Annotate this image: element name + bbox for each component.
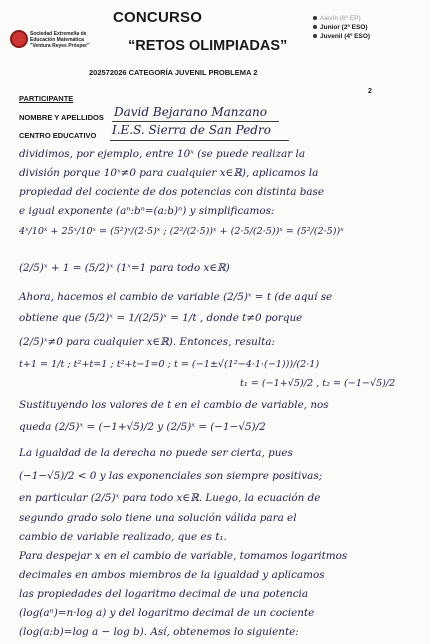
category-line: 202572026 CATEGORÍA JUVENIL PROBLEMA 2 — [89, 68, 258, 77]
solution-line: queda (2/5)ˣ = (−1+√5)/2 y (2/5)ˣ = (−1−√5)/2 — [19, 421, 266, 433]
contest-title: CONCURSO — [113, 9, 203, 26]
participant-label: PARTICIPANTE — [19, 94, 74, 103]
solution-line: (−1−√5)/2 < 0 y las exponenciales son siempre positivas; — [19, 470, 323, 482]
society-name — [30, 31, 90, 49]
name-label: NOMBRE Y APELLIDOS — [19, 113, 104, 122]
school-value: I.E.S. Sierra de San Pedro — [112, 123, 271, 137]
solution-line: las propiedades del logaritmo decimal de una potencia — [19, 588, 309, 600]
bullet-icon — [313, 16, 317, 20]
solution-line: (log(aⁿ)=n·log a) y del logaritmo decimal de un cociente — [19, 607, 315, 619]
solution-line: Para despejar x en el cambio de variable, tomamos logaritmos — [19, 550, 348, 562]
solution-line: dividimos, por ejemplo, entre 10ˣ (se puede realizar la — [19, 148, 306, 160]
contest-subtitle: “RETOS OLIMPIADAS” — [128, 38, 288, 54]
bullet-icon — [313, 34, 317, 38]
solution-line: Ahora, hacemos el cambio de variable (2/5)ˣ = t (de aquí se — [19, 291, 333, 303]
society-name-line: Sociedad Extremeña de — [30, 31, 87, 37]
solution-line: t₁ = (−1+√5)/2 , t₂ = (−1−√5)/2 — [240, 378, 396, 389]
solution-line: La igualdad de la derecha no puede ser cierta, pues — [19, 447, 293, 459]
level-item: Junior (2º ESO) — [313, 23, 370, 32]
solution-line: e igual exponente (aⁿ:bⁿ=(a:b)ⁿ) y simplificamos: — [19, 205, 275, 217]
solution-line: decimales en ambos miembros de la igualdad y aplicamos — [19, 569, 325, 581]
society-logo — [10, 30, 28, 48]
solution-line: en particular (2/5)ˣ para todo x∈ℝ. Luego, la ecuación de — [19, 492, 321, 504]
solution-line: (log(a:b)=log a − log b). Así, obtenemos lo siguiente: — [19, 626, 299, 638]
solution-line: 4ˣ/10ˣ + 25ˣ/10ˣ = (5²)ˣ/(2·5)ˣ ; (2²/(2·5))ˣ + (2·5/(2·5))ˣ = (5²/(2·5))ˣ — [19, 226, 344, 237]
school-underline — [110, 140, 289, 141]
solution-line: (2/5)ˣ≠0 para cualquier x∈ℝ). Entonces, resulta: — [19, 336, 276, 348]
level-item: Juvenil (4º ESO) — [313, 32, 370, 41]
problem-number: 2 — [368, 88, 372, 95]
society-name-line: "Ventura Reyes Prósper" — [30, 43, 90, 49]
solution-line: división porque 10ˣ≠0 para cualquier x∈ℝ), aplicamos la — [19, 167, 319, 179]
solution-line: propiedad del cociente de dos potencias con distinta base — [19, 186, 325, 198]
solution-line: (2/5)ˣ + 1 = (5/2)ˣ (1ˣ=1 para todo x∈ℝ) — [19, 262, 230, 274]
solution-line: t+1 = 1/t ; t²+t=1 ; t²+t−1=0 ; t = (−1±√(1²−4·1·(−1)))/(2·1) — [19, 359, 320, 370]
level-list — [313, 14, 370, 41]
solution-line: cambio de variable realizado, que es t₁. — [19, 531, 227, 543]
solution-line: Sustituyendo los valores de t en el cambio de variable, nos — [19, 399, 329, 411]
society-name-line: Educación Matemática — [30, 37, 84, 43]
level-item: Alevín (6º EP) — [313, 14, 370, 23]
solution-line: segundo grado solo tiene una solución válida para el — [19, 512, 297, 524]
solution-line: obtiene que (5/2)ˣ = 1/(2/5)ˣ = 1/t , donde t≠0 porque — [19, 312, 303, 324]
school-label: CENTRO EDUCATIVO — [19, 131, 97, 140]
bullet-icon — [313, 25, 317, 29]
name-value: David Bejarano Manzano — [114, 105, 267, 119]
name-underline — [112, 121, 279, 122]
